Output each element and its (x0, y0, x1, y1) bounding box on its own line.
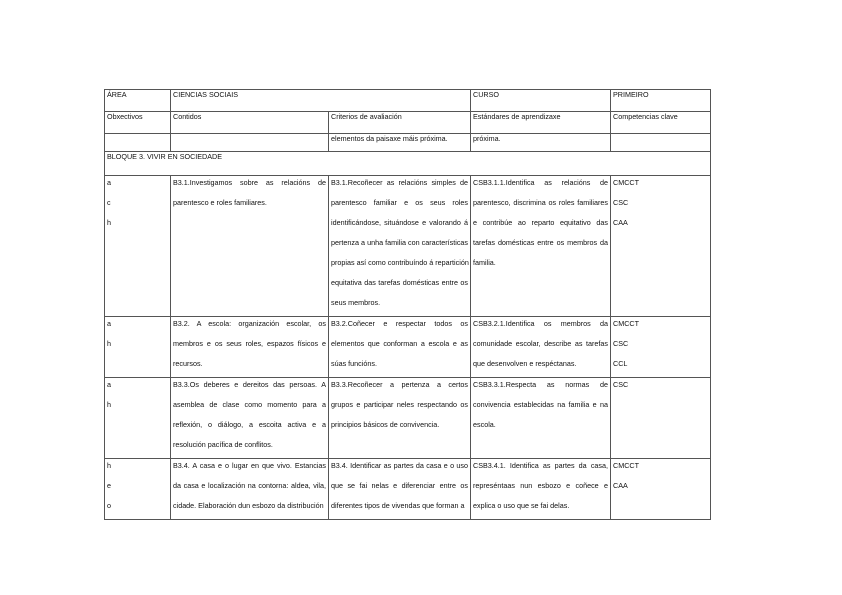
contidos-line: B3.1.Investigamos sobre as relacións de (173, 178, 326, 187)
competencias-line: CMCCT (613, 461, 639, 470)
contidos-line: reflexión, o diálogo, a escoita activa e a (173, 420, 326, 429)
criterios-line: parentesco familiar e os seus roles (331, 198, 469, 207)
objectivos-cell (105, 176, 171, 317)
contidos-line: B3.3.Os deberes e dereitos das persoas. A (173, 380, 326, 389)
cont-objectivos (105, 134, 171, 152)
estandares-cell (471, 317, 611, 378)
content-row (105, 459, 711, 520)
criterios-line: identificándose, situándose e valorando á (331, 218, 469, 227)
content-row (105, 317, 711, 378)
contidos-cell (171, 378, 329, 459)
objectivos-line: h (107, 400, 111, 409)
criterios-line: elementos que conforman a escola e as (331, 339, 469, 348)
objectivos-line: h (107, 461, 111, 470)
contidos-line: resolución pacífica de conflitos. (173, 440, 273, 449)
cont-estandares: próxima. (471, 134, 611, 152)
competencias-line: CAA (613, 218, 628, 227)
objectivos-line: c (107, 198, 111, 207)
contidos-line: B3.4. A casa e o lugar en que vivo. Estancias (173, 461, 326, 470)
estandares-line: comunidade escolar, describe as tarefas (473, 339, 609, 348)
estandares-line: escola. (473, 420, 496, 429)
estandares-line: familia. (473, 258, 496, 267)
criterios-line: B3.3.Recoñecer a pertenza a certos (331, 380, 469, 389)
criterios-line: pertenza a unha familia con características (331, 238, 469, 247)
estandares-cell (471, 378, 611, 459)
criterios-cell (329, 176, 471, 317)
competencias-cell (611, 378, 711, 459)
criterios-line: grupos e participar neles respectando os (331, 400, 469, 409)
competencias-line: CSC (613, 198, 629, 207)
estandares-line: CSB3.1.1.Identifica as relacións de (473, 178, 609, 187)
col-objectivos: Obxectivos (105, 112, 171, 134)
area-label: ÁREA (105, 90, 171, 112)
curso-label: CURSO (471, 90, 611, 112)
objectivos-line: h (107, 339, 111, 348)
criterios-line: propias así como contribuíndo á repartición (331, 258, 469, 267)
criterios-cell (329, 378, 471, 459)
estandares-line: e contribúe ao reparto equitativo das (473, 218, 609, 227)
criterios-line: diferentes tipos de vivendas que forman a (331, 501, 465, 510)
competencias-line: CAA (613, 481, 628, 490)
criterios-cell (329, 317, 471, 378)
competencias-cell (611, 176, 711, 317)
estandares-line: tarefas domésticas entre os membros da (473, 238, 609, 247)
column-header-row (105, 112, 711, 134)
contidos-line: B3.2. A escola: organización escolar, os (173, 319, 326, 328)
contidos-cell (171, 317, 329, 378)
estandares-line: CSB3.4.1. Identifica as partes da casa, (473, 461, 609, 470)
competencias-line: CSC (613, 339, 629, 348)
objectivos-cell (105, 459, 171, 520)
estandares-line: CSB3.2.1.Identifica os membros da (473, 319, 609, 328)
curriculum-table (104, 89, 711, 520)
contidos-line: da casa e localización na contorna: aldea, vila, (173, 481, 326, 490)
competencias-line: CCL (613, 359, 628, 368)
estandares-cell (471, 176, 611, 317)
col-contidos: Contidos (171, 112, 329, 134)
content-row (105, 176, 711, 317)
header-row (105, 90, 711, 112)
objectivos-line: e (107, 481, 111, 490)
col-estandares: Estándares de aprendizaxe (471, 112, 611, 134)
estandares-cell (471, 459, 611, 520)
contidos-line: cidade. Elaboración dun esbozo da distribución (173, 501, 324, 510)
estandares-line: CSB3.3.1.Respecta as normas de (473, 380, 609, 389)
competencias-cell (611, 317, 711, 378)
competencias-line: CMCCT (613, 319, 639, 328)
contidos-cell (171, 459, 329, 520)
contidos-line: asemblea de clase como momento para a (173, 400, 326, 409)
objectivos-line: a (107, 380, 111, 389)
criterios-line: seus membros. (331, 298, 381, 307)
estandares-line: que desenvolven e respéctanas. (473, 359, 577, 368)
criterios-line: súas funcións. (331, 359, 377, 368)
col-criterios: Criterios de avaliación (329, 112, 471, 134)
continuation-row (105, 134, 711, 152)
col-competencias: Competencias clave (611, 112, 711, 134)
competencias-line: CSC (613, 380, 629, 389)
cont-contidos (171, 134, 329, 152)
contidos-cell (171, 176, 329, 317)
estandares-line: parentesco, discrimina os roles familiares (473, 198, 609, 207)
criterios-line: principios básicos de convivencia. (331, 420, 440, 429)
content-row (105, 378, 711, 459)
contidos-line: parentesco e roles familiares. (173, 198, 267, 207)
block-title: BLOQUE 3. VIVIR EN SOCIEDADE (105, 152, 711, 176)
curso-value: PRIMEIRO (611, 90, 711, 112)
area-value: CIENCIAS SOCIAIS (171, 90, 471, 112)
cont-criterios: elementos da paisaxe máis próxima. (329, 134, 471, 152)
criterios-line: B3.1.Recoñecer as relacións simples de (331, 178, 469, 187)
criterios-line: B3.2.Coñecer e respectar todos os (331, 319, 469, 328)
criterios-line: equitativa das tarefas domésticas entre os (331, 278, 469, 287)
objectivos-line: a (107, 319, 111, 328)
criterios-line: que se fai nelas e diferenciar entre os (331, 481, 469, 490)
criterios-cell (329, 459, 471, 520)
objectivos-line: a (107, 178, 111, 187)
cont-competencias (611, 134, 711, 152)
objectivos-cell (105, 317, 171, 378)
objectivos-line: h (107, 218, 111, 227)
estandares-line: convivencia establecidas na familia e na (473, 400, 609, 409)
competencias-line: CMCCT (613, 178, 639, 187)
objectivos-cell (105, 378, 171, 459)
contidos-line: recursos. (173, 359, 203, 368)
block-title-row (105, 152, 711, 176)
estandares-line: represéntaas nun esbozo e coñece e (473, 481, 609, 490)
objectivos-line: o (107, 501, 111, 510)
contidos-line: membros e os seus roles, espazos físicos e (173, 339, 326, 348)
criterios-line: B3.4. Identificar as partes da casa e o uso (331, 461, 469, 470)
competencias-cell (611, 459, 711, 520)
estandares-line: explica o uso que se fai delas. (473, 501, 570, 510)
